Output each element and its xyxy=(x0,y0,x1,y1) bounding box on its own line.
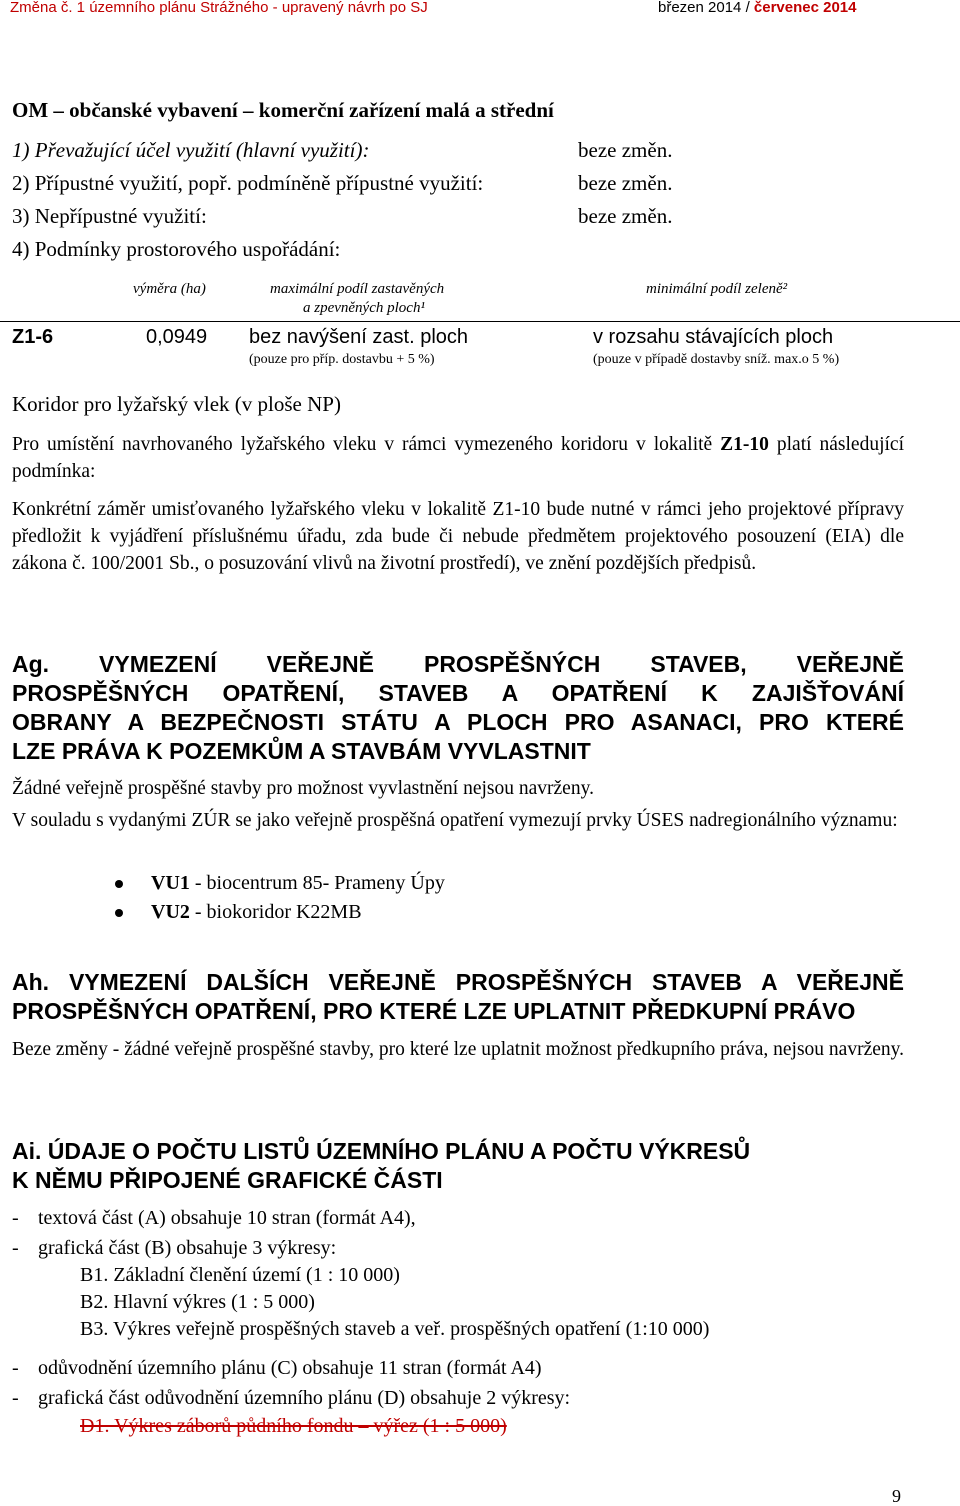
ai-heading-line-1: Ai. ÚDAJE O POČTU LISTŮ ÚZEMNÍHO PLÁNU A POČTU VÝKRESŮ xyxy=(12,1138,751,1164)
table-head-area: výměra (ha) xyxy=(133,281,206,297)
ah-paragraph: Beze změny - žádné veřejně prospěšné stavby, pro které lze uplatnit možnost předkupního práva, nejsou navrženy. xyxy=(12,1039,904,1060)
header-date-original: březen 2014 / xyxy=(658,0,754,16)
table-row-max-note: (pouze pro příp. dostavbu + 5 %) xyxy=(249,352,435,367)
bullet-icon xyxy=(115,909,123,917)
corridor-paragraph-1: Pro umístění navrhovaného lyžařského vleku v rámci vymezeného koridoru v lokalitě Z1-10 platí následující podmínka: xyxy=(12,434,904,482)
table-divider xyxy=(0,321,960,322)
ai-heading-line-2: K NĚMU PŘIPOJENÉ GRAFICKÉ ČÁSTI xyxy=(12,1167,443,1193)
corridor-paragraph-2: Konkrétní záměr umisťovaného lyžařského vleku v lokalitě Z1-10 bude nutné v rámci jeho projektové přípravy předložit k vyjádření příslušnému úřadu, zda bude či nebude předmětem projektového posouzení (EIA) dle zákona č. 100/2001 Sb., o posuzování vlivů na životní prostředí), ve znění pozdějších předpisů. xyxy=(12,499,904,574)
header-date xyxy=(658,0,857,18)
page-number: 9 xyxy=(892,1486,901,1506)
drawing-b3: B3. Výkres veřejně prospěšných staveb a veř. prospěšných opatření (1:10 000) xyxy=(80,1318,710,1340)
ag-paragraph-1: Žádné veřejně prospěšné stavby pro možnost vyvlastnění nejsou navrženy. xyxy=(12,778,594,799)
om-row-3-label: 3) Nepřípustné využití: xyxy=(12,204,207,228)
table-row-area: 0,0949 xyxy=(146,326,208,348)
dash-marker: - xyxy=(12,1207,19,1229)
corridor-title: Koridor pro lyžařský vlek (v ploše NP) xyxy=(12,392,341,416)
ag-heading: Ag. VYMEZENÍ VEŘEJNĚ PROSPĚŠNÝCH STAVEB, VEŘEJNĚ PROSPĚŠNÝCH OPATŘENÍ, STAVEB A OPATŘENÍ K ZAJIŠŤOVÁNÍ OBRANY A BEZPEČNOSTI STÁTU A PLOCH PRO ASANACI, PRO KTERÉ LZE PRÁVA K POZEMKŮM A STAVBÁM VYVLASTNIT xyxy=(12,651,904,764)
drawing-d1-removed: D1. Výkres záborů půdního fondu – výřez (1 : 5 000) xyxy=(80,1415,507,1437)
drawing-b1: B1. Základní členění území (1 : 10 000) xyxy=(80,1264,400,1286)
ai-item-4: grafická část odůvodnění územního plánu (D) obsahuje 2 výkresy: xyxy=(38,1387,571,1409)
om-row-3-value: beze změn. xyxy=(578,204,673,228)
om-row-2-value: beze změn. xyxy=(578,171,673,195)
om-row-1-label: 1) Převažující účel využití (hlavní využití): xyxy=(12,138,370,162)
header-title: Změna č. 1 územního plánu Strážného - upravený návrh po SJ xyxy=(10,0,428,16)
dash-marker: - xyxy=(12,1387,19,1409)
om-row-1-value: beze změn. xyxy=(578,138,673,162)
ai-item-2: grafická část (B) obsahuje 3 výkresy: xyxy=(38,1237,337,1259)
header-date-revised: červenec 2014 xyxy=(753,0,857,16)
table-head-max-2: a zpevněných ploch¹ xyxy=(303,300,425,316)
ah-heading: Ah. VYMEZENÍ DALŠÍCH VEŘEJNĚ PROSPĚŠNÝCH STAVEB A VEŘEJNĚ PROSPĚŠNÝCH OPATŘENÍ, PRO KTERÉ LZE UPLATNIT PŘEDKUPNÍ PRÁVO xyxy=(12,969,904,1024)
om-row-4-label: 4) Podmínky prostorového uspořádání: xyxy=(12,237,341,261)
ai-item-1: textová část (A) obsahuje 10 stran (formát A4), xyxy=(38,1207,416,1229)
table-head-min: minimální podíl zeleně² xyxy=(646,281,788,297)
table-row-max: bez navýšení zast. ploch xyxy=(249,326,469,348)
ag-item-2: VU2 - biokoridor K22MB xyxy=(151,901,362,923)
bullet-icon xyxy=(115,880,123,888)
om-row-2-label: 2) Přípustné využití, popř. podmíněně přípustné využití: xyxy=(12,171,484,195)
ag-item-1: VU1 - biocentrum 85- Prameny Úpy xyxy=(151,872,445,894)
drawing-b2: B2. Hlavní výkres (1 : 5 000) xyxy=(80,1291,315,1313)
table-row-code: Z1-6 xyxy=(12,326,54,348)
dash-marker: - xyxy=(12,1237,19,1259)
table-row-min-note: (pouze v případě dostavby sníž. max.o 5 %) xyxy=(593,352,840,367)
ag-paragraph-2: V souladu s vydanými ZÚR se jako veřejně prospěšná opatření vymezují prvky ÚSES nadregionálního významu: xyxy=(12,810,898,831)
om-title: OM – občanské vybavení – komerční zařízení malá a střední xyxy=(12,98,554,122)
table-row-min: v rozsahu stávajících ploch xyxy=(593,326,834,348)
table-head-max: maximální podíl zastavěných xyxy=(270,281,445,297)
dash-marker: - xyxy=(12,1357,19,1379)
ai-item-3: odůvodnění územního plánu (C) obsahuje 11 stran (formát A4) xyxy=(38,1357,542,1379)
